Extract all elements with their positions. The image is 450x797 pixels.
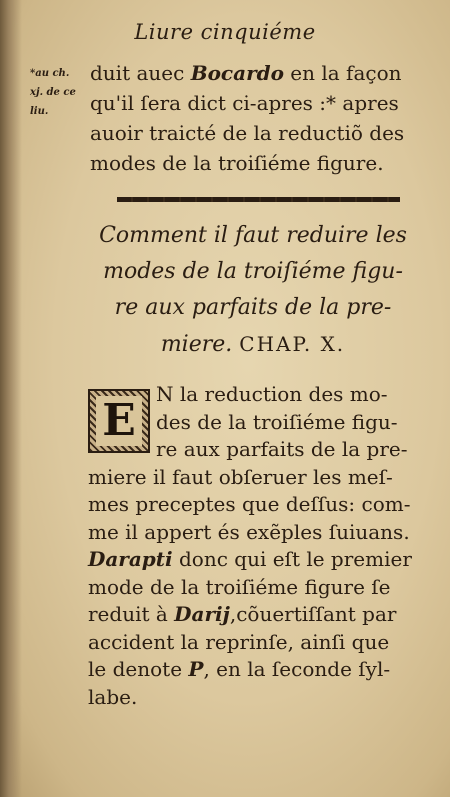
- italic-term: Darapti: [88, 547, 173, 571]
- running-head: Liure cinquiéme: [134, 20, 316, 44]
- text-line: des de la troiſiéme figu-: [156, 409, 398, 434]
- heading-line-end: miere.: [160, 332, 233, 357]
- section-divider: [117, 197, 400, 202]
- text-fragment: donc qui eſt le premier: [172, 547, 412, 571]
- italic-term: Bocardo: [190, 61, 284, 85]
- text-line: re aux parfaits de la pre-: [156, 437, 408, 461]
- heading-line: [88, 326, 418, 363]
- top-paragraph: [90, 58, 410, 178]
- text-fragment: , en la ſeconde ſyl-: [203, 657, 391, 681]
- margin-note-line: *au ch.: [30, 68, 70, 79]
- text-line: auoir traicté de la reductiõ des: [90, 121, 405, 145]
- text-line: [88, 601, 410, 629]
- text-fragment: reduit à: [88, 602, 175, 626]
- chapter-heading: [88, 218, 418, 363]
- italic-term: Darij: [174, 602, 230, 626]
- text-fragment: en la façon: [283, 61, 402, 85]
- text-line: qu'il ſera dict ci-apres :* apres: [90, 91, 399, 115]
- text-line: labe.: [88, 684, 138, 709]
- italic-term: P: [188, 657, 204, 681]
- chapter-number: CHAP. X.: [239, 332, 346, 356]
- book-gutter: [0, 0, 22, 797]
- text-line: mes preceptes que deſſus: com-: [88, 492, 411, 516]
- text-fragment: duit auec: [90, 61, 191, 85]
- heading-line: Comment il faut reduire les: [99, 223, 407, 248]
- text-line: miere il faut obſeruer les meſ-: [88, 464, 393, 489]
- text-line: me il appert és exẽples ſuiuans.: [88, 519, 410, 544]
- text-line: modes de la troiſiéme figure.: [90, 151, 384, 175]
- text-fragment: le denote: [88, 657, 189, 681]
- text-line: accident la reprinſe, ainſi que: [88, 629, 390, 654]
- body-paragraph: [88, 381, 410, 711]
- drop-cap-letter: E: [96, 396, 142, 446]
- heading-line: modes de la troiſiéme figu-: [103, 259, 403, 284]
- margin-note-line: xj. de ce: [30, 87, 76, 98]
- margin-note: [30, 64, 92, 121]
- text-line: [88, 546, 410, 574]
- text-fragment: ,cõuertiſſant par: [229, 602, 397, 626]
- margin-note-line: liu.: [30, 106, 49, 117]
- text-line: mode de la troiſiéme figure ſe: [88, 574, 391, 599]
- heading-line: re aux parfaits de la pre-: [114, 295, 392, 320]
- text-line: [88, 656, 410, 684]
- text-line: N la reduction des mo-: [156, 382, 388, 406]
- text-line: [90, 58, 410, 88]
